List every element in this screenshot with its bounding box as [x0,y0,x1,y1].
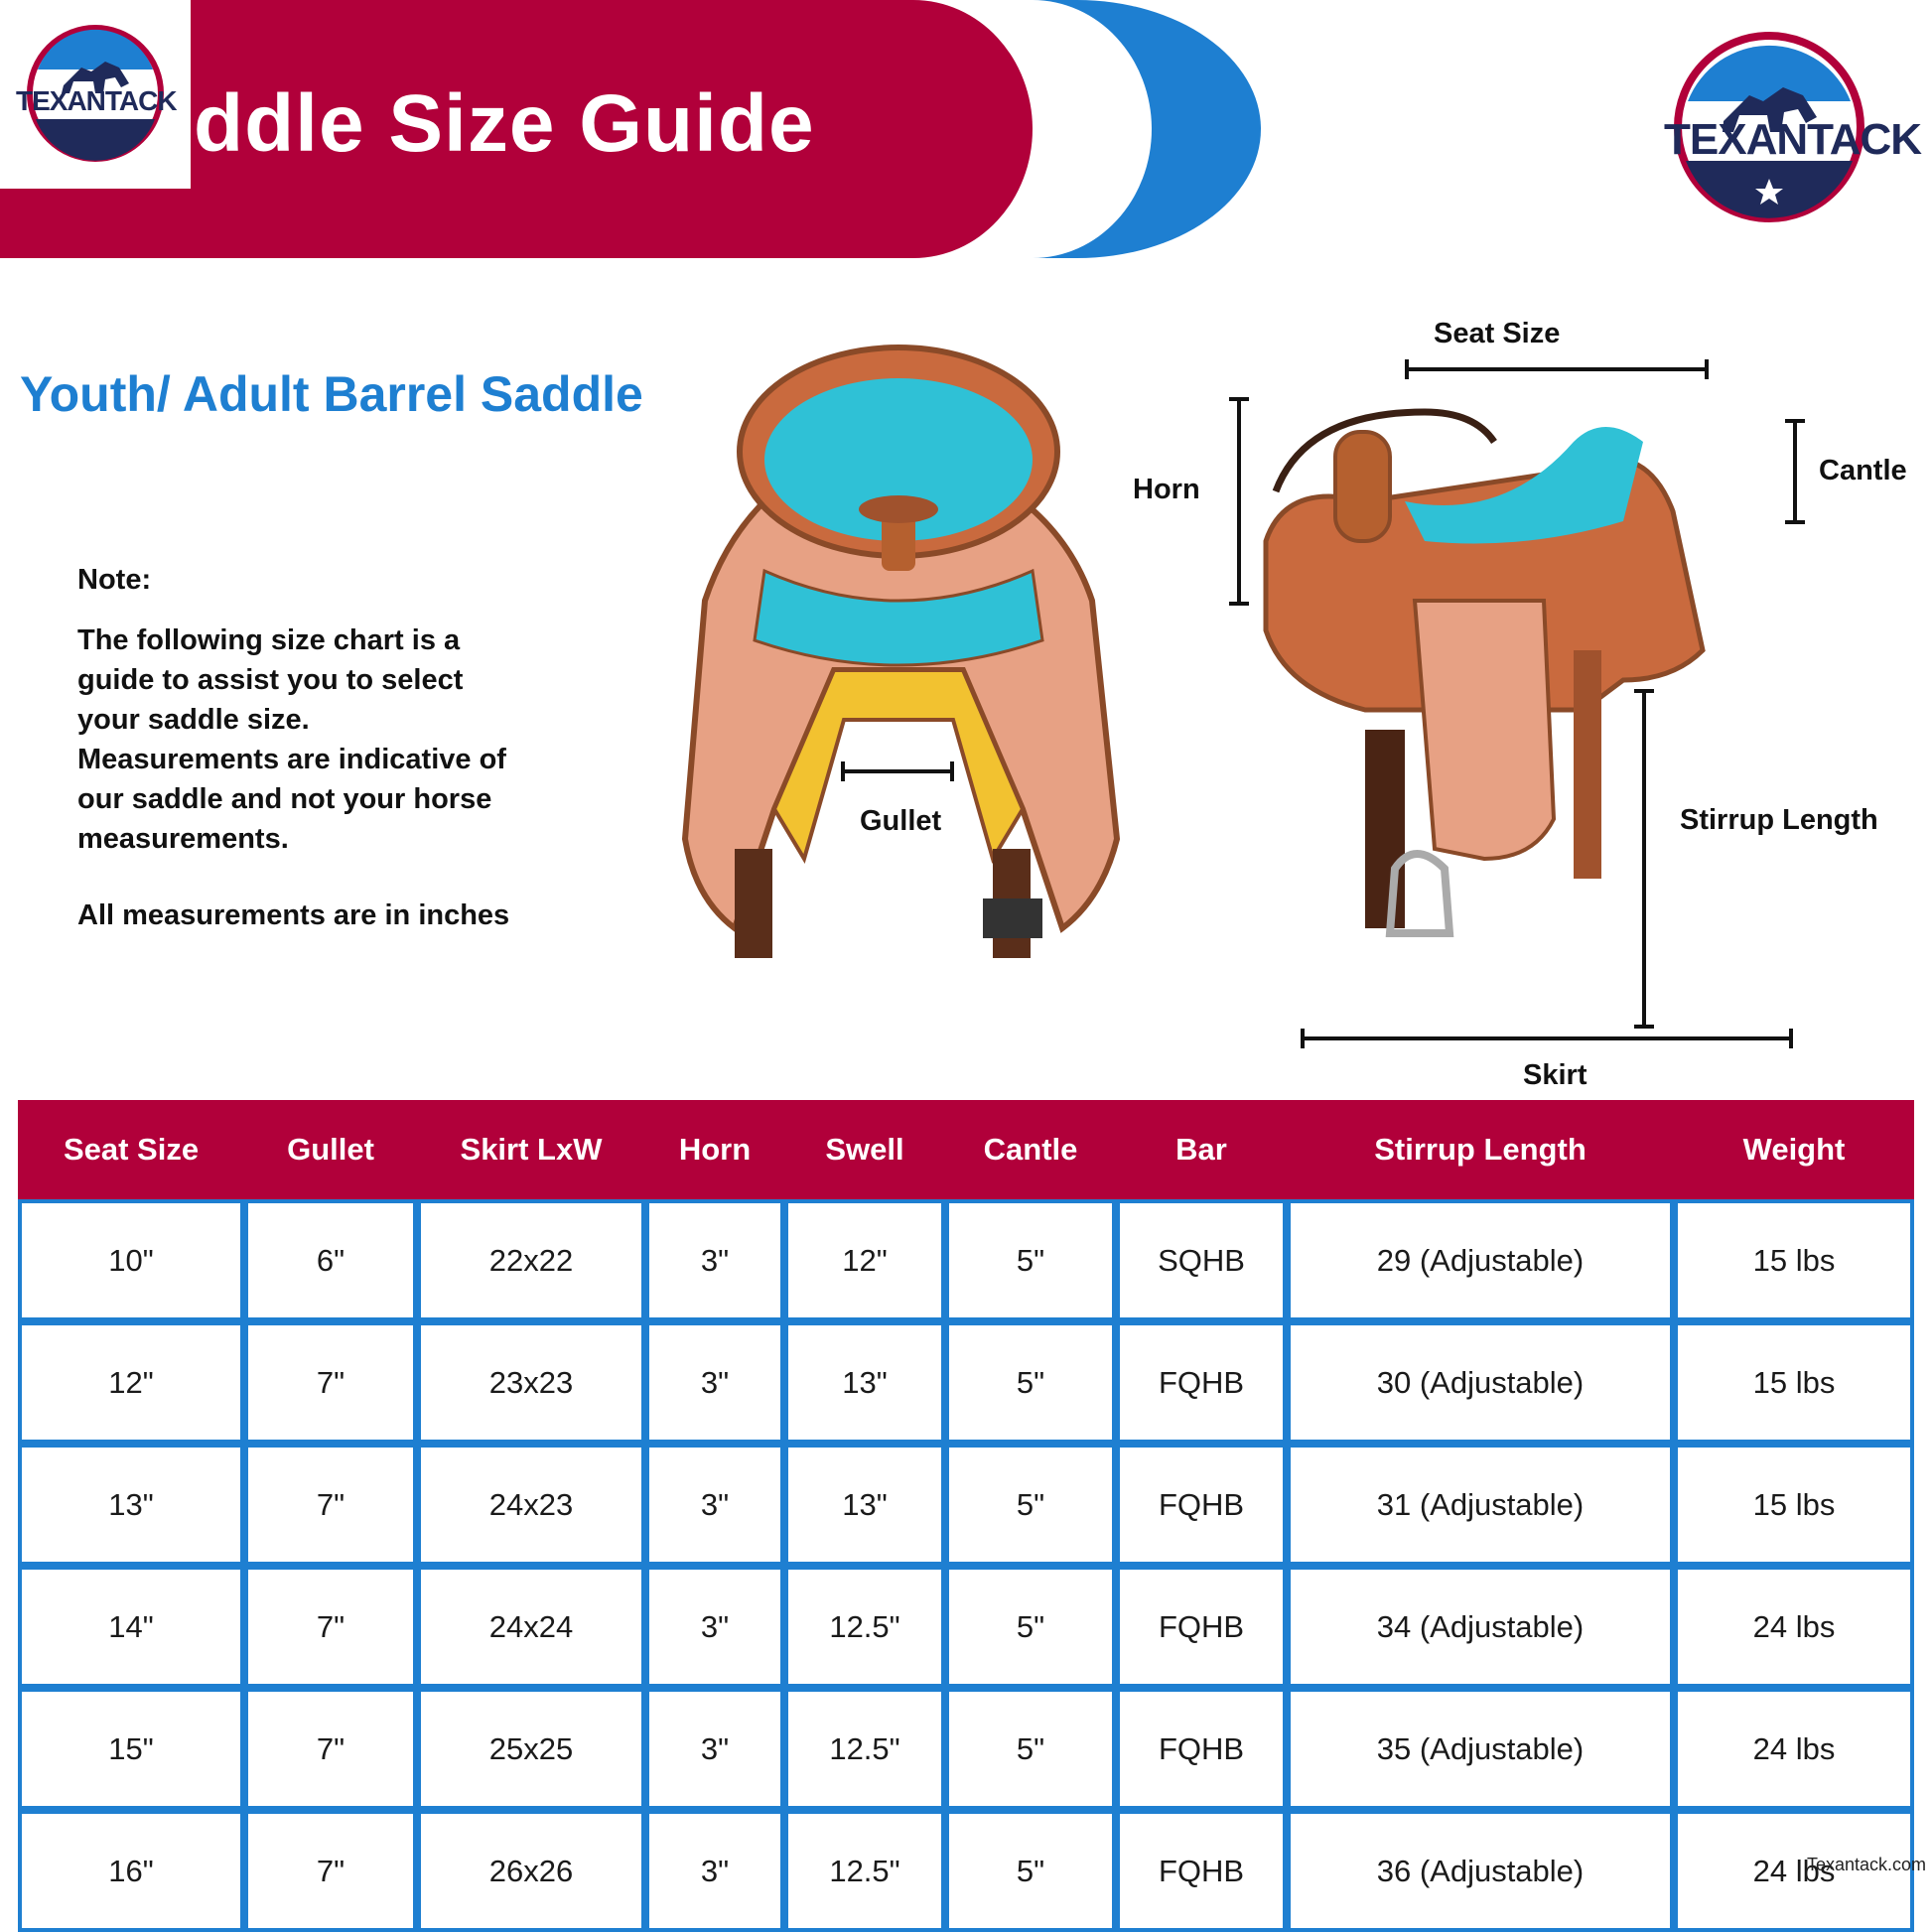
saddle-front-image [665,343,1132,998]
cell-bar: SQHB [1116,1199,1287,1321]
column-header-swell: Swell [825,1132,904,1167]
website-watermark: Texantack.com [1806,1855,1926,1874]
cell-cantle: 5" [945,1444,1116,1566]
cell-stirrup-length: 31 (Adjustable) [1287,1444,1674,1566]
cell-horn: 3" [645,1566,784,1688]
cell-swell: 12" [784,1199,945,1321]
cell-weight: 24 lbs [1674,1566,1914,1688]
column-header-weight: Weight [1742,1132,1846,1167]
cell-gullet: 7" [244,1321,417,1444]
cell-horn: 3" [645,1688,784,1810]
cell-cantle: 5" [945,1321,1116,1444]
cell-skirt: 26x26 [417,1810,645,1932]
column-header-horn: Horn [678,1132,752,1167]
cell-weight: 15 lbs [1674,1444,1914,1566]
cell-bar: FQHB [1116,1810,1287,1932]
cantle-label: Cantle [1819,455,1907,486]
cell-seat-size: 15" [18,1688,244,1810]
note-line: guide to assist you to select [77,664,464,696]
cell-seat-size: 13" [18,1444,244,1566]
cell-seat-size: 10" [18,1199,244,1321]
column-header-bar: Bar [1175,1132,1227,1167]
cell-weight: 15 lbs [1674,1321,1914,1444]
cell-gullet: 7" [244,1810,417,1932]
cell-cantle: 5" [945,1566,1116,1688]
horn-label: Horn [1133,474,1200,505]
cell-bar: FQHB [1116,1688,1287,1810]
cell-weight: 15 lbs [1674,1199,1914,1321]
skirt-dimension-marker [1299,1027,1795,1050]
cell-cantle: 5" [945,1199,1116,1321]
cell-swell: 12.5" [784,1566,945,1688]
page-title: ddle Size Guide [194,78,815,169]
cell-swell: 12.5" [784,1810,945,1932]
cell-cantle: 5" [945,1810,1116,1932]
cell-gullet: 6" [244,1199,417,1321]
column-header-stirrup-length: Stirrup Length [1374,1132,1587,1167]
logo-brand-text: TEXANTACK [16,85,177,116]
cell-stirrup-length: 29 (Adjustable) [1287,1199,1674,1321]
cell-skirt: 25x25 [417,1688,645,1810]
cell-horn: 3" [645,1444,784,1566]
stirrup-length-dimension-marker [1632,687,1656,1031]
cell-cantle: 5" [945,1688,1116,1810]
note-line: our saddle and not your horse [77,783,492,815]
cell-gullet: 7" [244,1444,417,1566]
note-line: your saddle size. [77,704,310,736]
column-header-seat-size: Seat Size [63,1132,200,1167]
cell-skirt: 24x23 [417,1444,645,1566]
cell-bar: FQHB [1116,1566,1287,1688]
cell-seat-size: 12" [18,1321,244,1444]
cell-swell: 13" [784,1321,945,1444]
header-logo-box [0,0,191,189]
seat-size-dimension-marker [1403,357,1713,381]
stirrup-length-label: Stirrup Length [1680,804,1878,836]
column-header-gullet: Gullet [287,1132,374,1167]
cell-stirrup-length: 34 (Adjustable) [1287,1566,1674,1688]
note-line: measurements. [77,823,289,855]
cell-weight: 24 lbs [1674,1688,1914,1810]
cell-horn: 3" [645,1321,784,1444]
cell-stirrup-length: 30 (Adjustable) [1287,1321,1674,1444]
cell-weight: 24 lbs [1674,1810,1914,1932]
cantle-dimension-marker [1783,417,1807,526]
cell-swell: 13" [784,1444,945,1566]
size-table-header [18,1100,1914,1199]
cell-gullet: 7" [244,1566,417,1688]
column-header-cantle: Cantle [983,1132,1078,1167]
cell-swell: 12.5" [784,1688,945,1810]
cell-horn: 3" [645,1199,784,1321]
cell-stirrup-length: 36 (Adjustable) [1287,1810,1674,1932]
note-body [77,621,574,859]
horn-dimension-marker [1227,395,1251,608]
cell-skirt: 22x22 [417,1199,645,1321]
cell-bar: FQHB [1116,1444,1287,1566]
note-line: The following size chart is a [77,624,461,656]
cell-seat-size: 14" [18,1566,244,1688]
cell-horn: 3" [645,1810,784,1932]
gullet-label: Gullet [860,805,942,837]
column-header-skirt: Skirt LxW [460,1132,603,1167]
seat-size-label: Seat Size [1434,318,1561,349]
cell-skirt: 23x23 [417,1321,645,1444]
cell-seat-size: 16" [18,1810,244,1932]
gullet-dimension-marker [839,759,958,783]
cell-skirt: 24x24 [417,1566,645,1688]
cell-bar: FQHB [1116,1321,1287,1444]
note-line: Measurements are indicative of [77,744,506,775]
note-heading: Note: [77,564,152,596]
logo-right-brand-text: TEXANTACK [1664,115,1922,164]
note-units: All measurements are in inches [77,899,510,931]
cell-stirrup-length: 35 (Adjustable) [1287,1688,1674,1810]
cell-gullet: 7" [244,1688,417,1810]
skirt-label: Skirt [1523,1059,1587,1091]
saddle-type-heading: Youth/ Adult Barrel Saddle [20,366,643,422]
size-table-body [18,1199,1914,1932]
